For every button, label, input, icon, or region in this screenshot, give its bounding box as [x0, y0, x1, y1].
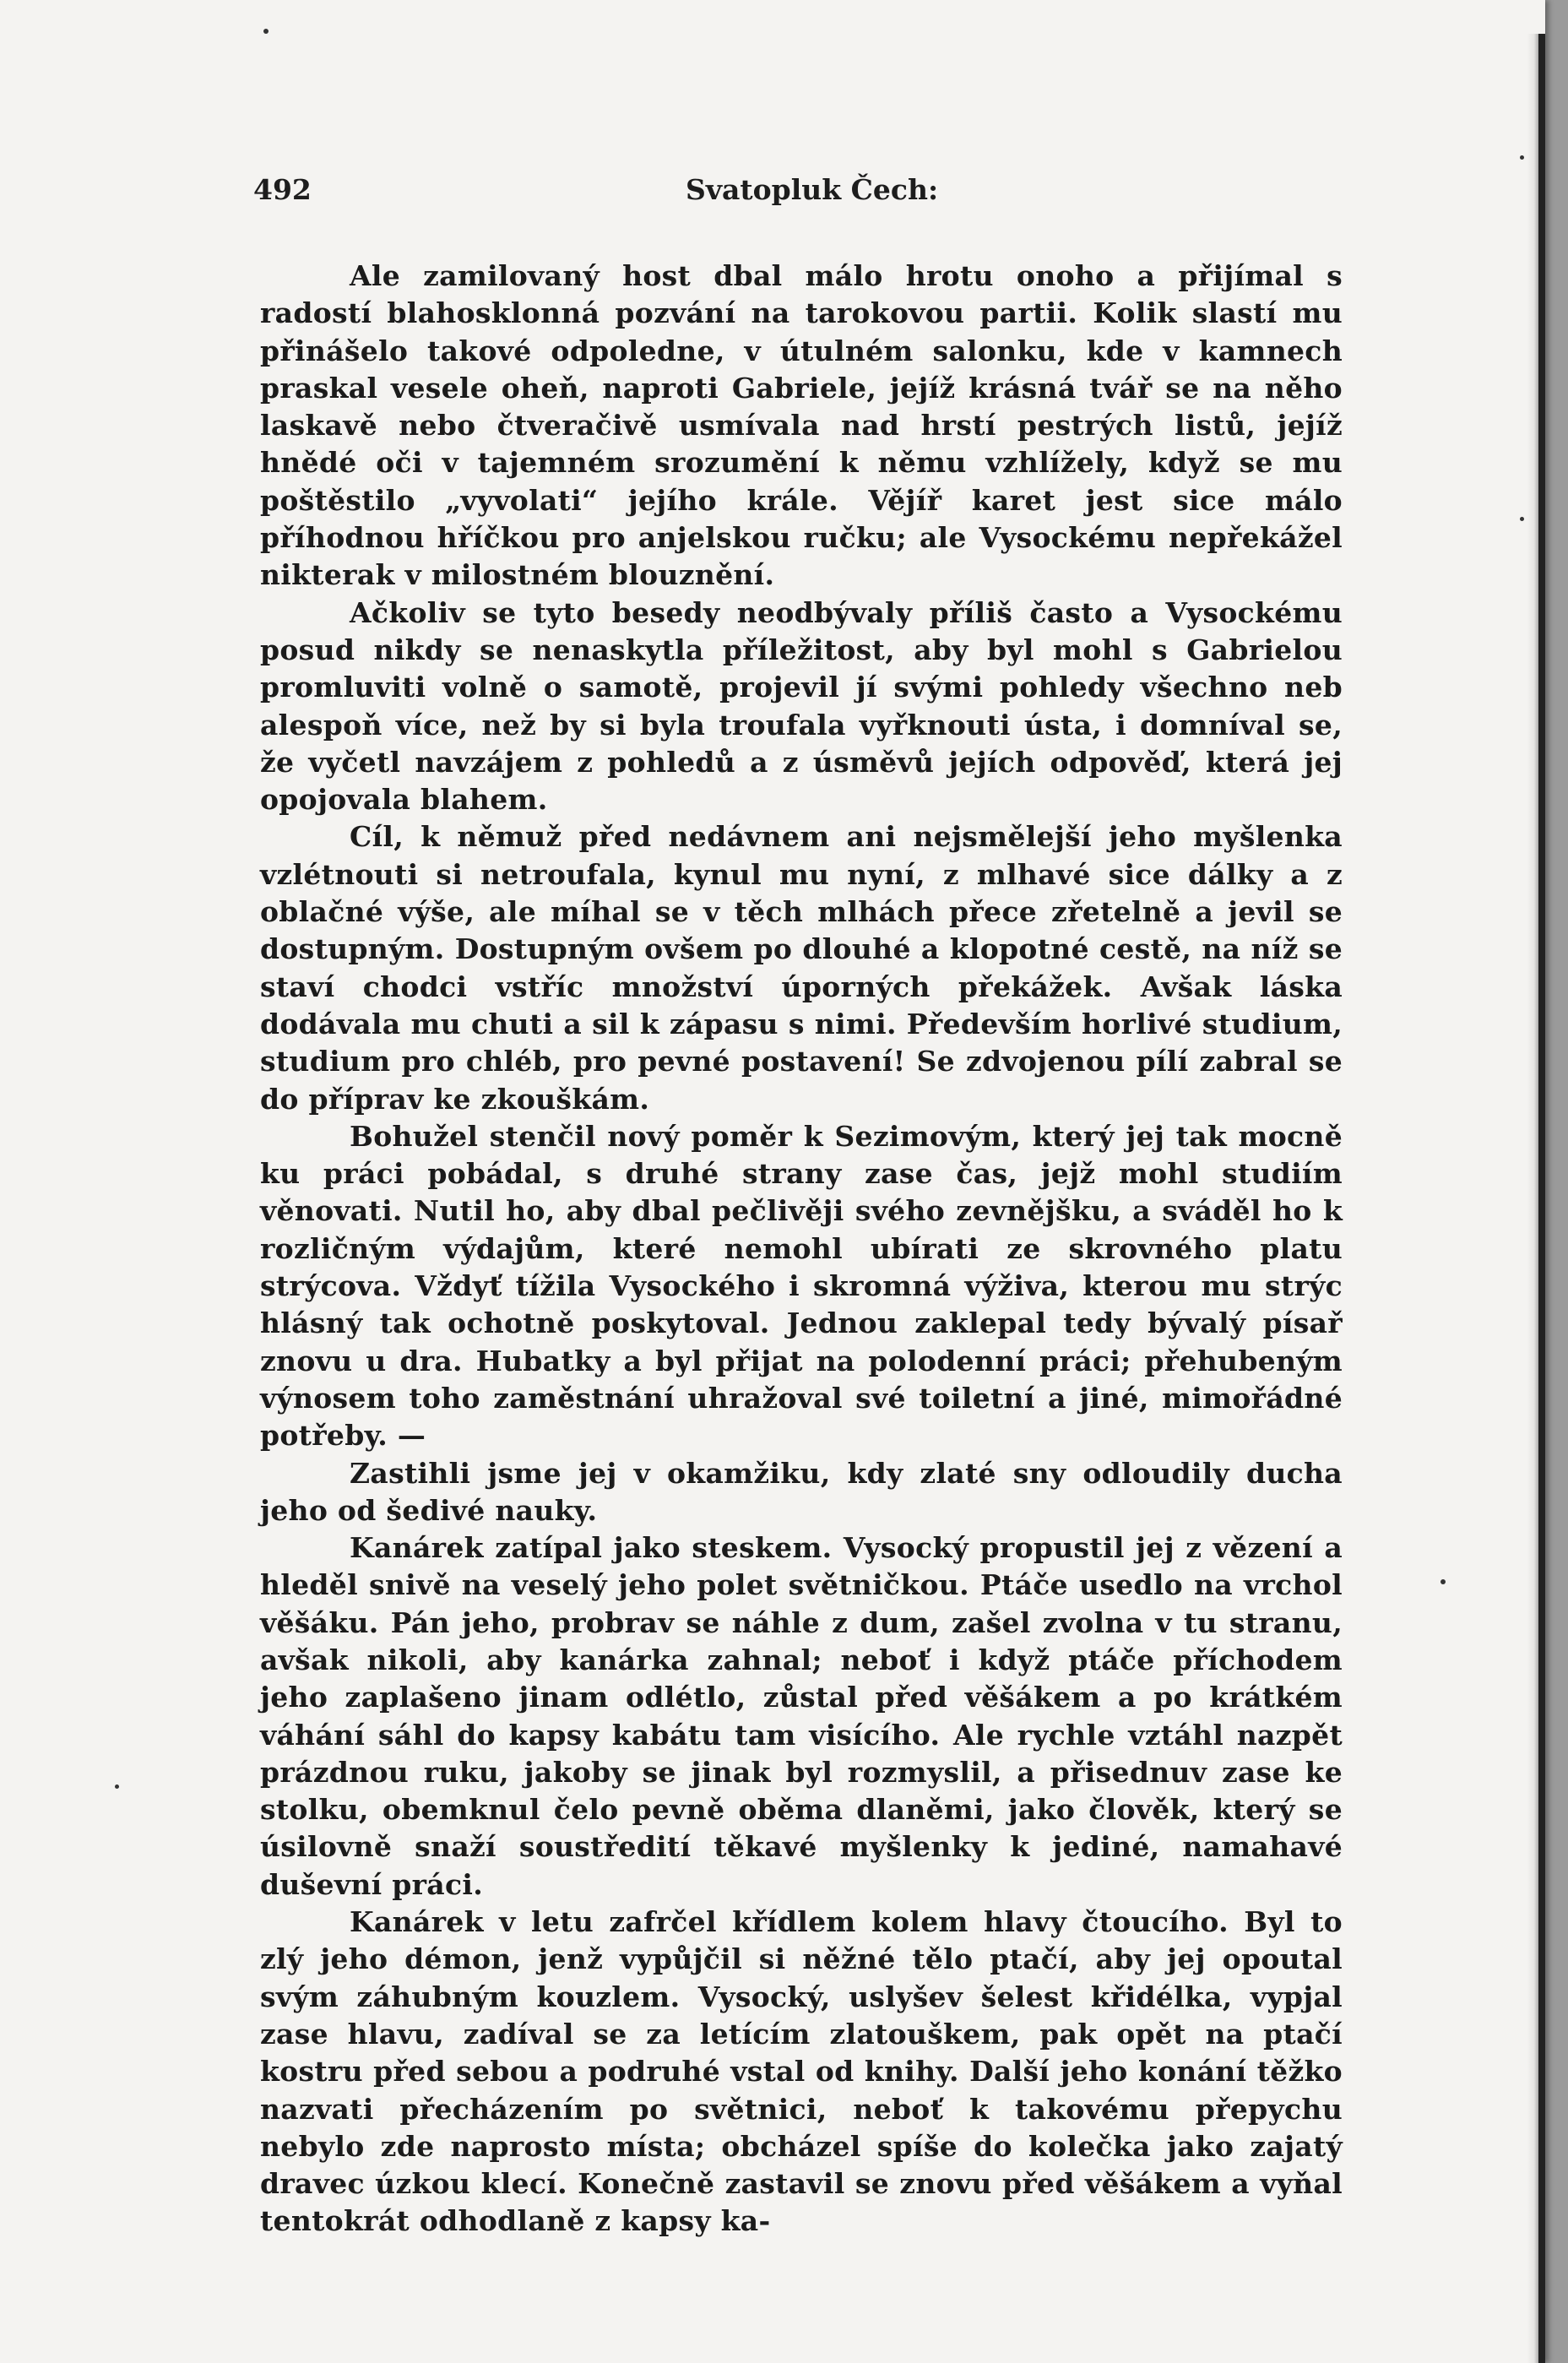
- paragraph: Ačkoliv se tyto besedy neodbývaly příliš často a Vysockému posud nikdy se nenaskytla příležitost, aby byl mohl s Gabrielou promluviti volně o samotě, projevil jí svými pohledy všechno neb alespoň více, než by si byla troufala vyřknouti ústa, i domníval se, že vyčetl navzájem z pohledů a z úsměvů jejích odpověď, která jej opojovala blahem.: [260, 595, 1343, 817]
- page-header: [253, 173, 1343, 215]
- body-text: [260, 258, 1343, 2241]
- speck-mark: [115, 1784, 119, 1789]
- speck-mark: [1520, 155, 1524, 160]
- paragraph: Kanárek v letu zafrčel křídlem kolem hlavy čtoucího. Byl to zlý jeho démon, jenž vypůjčil si něžné tělo ptačí, aby jej opoutal svým záhubným kouzlem. Vysocký, uslyšev šelest křidélka, vypjal zase hlavu, zadíval se za letícím zlatouškem, pak opět na ptačí kostru před sebou a podruhé vstal od knihy. Další jeho konání těžko nazvati přecházením po světnici, neboť k takovému přepychu nebylo zde naprosto místa; obcházel spíše do kolečka jako zajatý dravec úzkou klecí. Konečně zastavil se znovu před věšákem a vyňal tentokrát odhodlaně z kapsy ka-: [260, 1905, 1343, 2238]
- speck-mark: [1440, 1579, 1446, 1584]
- page-number: 492: [253, 173, 312, 206]
- running-title: Svatopluk Čech:: [686, 173, 939, 206]
- paragraph: Ale zamilovaný host dbal málo hrotu onoho a přijímal s radostí blahosklonná pozvání na tarokovou partii. Kolik slastí mu přinášelo takové odpoledne, v útulném salonku, kde v kamnech praskal vesele oheň, naproti Gabriele, jejíž krásná tvář se na něho laskavě nebo čtveračivě usmívala nad hrstí pestrých listů, jejíž hnědé oči v tajemném srozumění k němu vzhlížely, když se mu poštěstilo „vyvolati“ jejího krále. Vějíř karet jest sice málo příhodnou hříčkou pro anjelskou ručku; ale Vysockému nepřekážel nikterak v milostném blouznění.: [260, 259, 1343, 592]
- speck-mark: [263, 29, 269, 34]
- paragraph: Bohužel stenčil nový poměr k Sezimovým, který jej tak mocně ku práci pobádal, s druhé strany zase čas, jejž mohl studiím věnovati. Nutil ho, aby dbal pečlivěji svého zevnějšku, a sváděl ho k rozličným výdajům, které nemohl ubírati ze skrovného platu strýcova. Vždyť tížila Vysockého i skromná výživa, kterou mu strýc hlásný tak ochotně poskytoval. Jednou zaklepal tedy bývalý písař znovu u dra. Hubatky a byl přijat na polodenní práci; přehubeným výnosem toho zaměstnání uhražoval své toiletní a jiné, mimořádné potřeby. —: [260, 1119, 1343, 1453]
- paragraph: Kanárek zatípal jako steskem. Vysocký propustil jej z vězení a hleděl snivě na veselý jeho polet světničkou. Ptáče usedlo na vrchol věšáku. Pán jeho, probrav se náhle z dum, zašel zvolna v tu stranu, avšak nikoli, aby kanárka zahnal; neboť i když ptáče příchodem jeho zaplašeno jinam odlétlo, zůstal před věšákem a po krátkém váhání sáhl do kapsy kabátu tam visícího. Ale rychle vztáhl nazpět prázdnou ruku, jakoby se jinak byl rozmyslil, a přisednuv zase ke stolku, obemknul čelo pevně oběma dlaněmi, jako člověk, který se úsilovně snaží soustředití těkavé myšlenky k jediné, namahavé duševní práci.: [260, 1531, 1343, 1901]
- paragraph: Zastihli jsme jej v okamžiku, kdy zlaté sny odloudily ducha jeho od šedivé nauky.: [260, 1456, 1343, 1527]
- speck-mark: [1520, 517, 1524, 521]
- binding-edge: [1538, 34, 1545, 2363]
- paragraph: Cíl, k němuž před nedávnem ani nejsmělejší jeho myšlenka vzlétnouti si netroufala, kynul mu nyní, z mlhavé sice dálky a z oblačné výše, ale míhal se v těch mlhách přece zřetelně a jevil se dostupným. Dostupným ovšem po dlouhé a klopotné cestě, na níž se staví chodci vstříc množství úporných překážek. Avšak láska dodávala mu chuti a sil k zápasu s nimi. Především horlivé studium, studium pro chléb, pro pevné postavení! Se zdvojenou pílí zabral se do příprav ke zkouškám.: [260, 820, 1343, 1116]
